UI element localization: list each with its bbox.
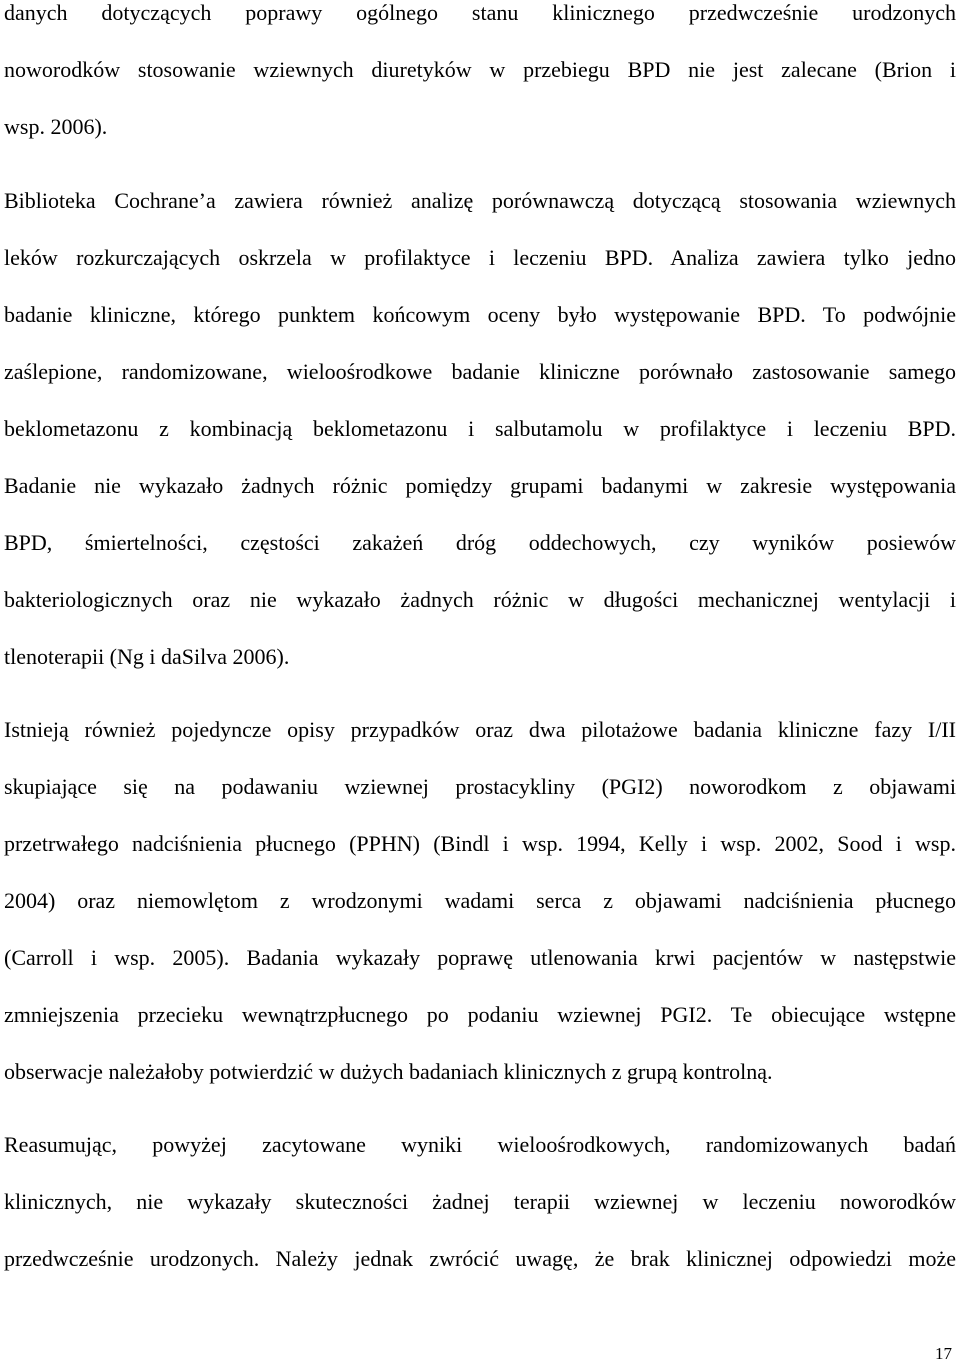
paragraph-4-line-3: przedwcześnie urodzonych. Należy jednak zwrócić uwagę, że brak klinicznej odpowiedzi może	[4, 1246, 956, 1271]
paragraph-2-line-5: beklometazonu z kombinacją beklometazonu i salbutamolu w profilaktyce i leczeniu BPD.	[4, 416, 956, 441]
paragraph-3-line-2: skupiające się na podawaniu wziewnej prostacykliny (PGI2) noworodkom z objawami	[4, 774, 956, 799]
paragraph-2-line-8: bakteriologicznych oraz nie wykazało żadnych różnic w długości mechanicznej wentylacji i	[4, 587, 956, 612]
paragraph-3-line-6: zmniejszenia przecieku wewnątrzpłucnego po podaniu wziewnej PGI2. Te obiecujące wstępne	[4, 1002, 956, 1027]
paragraph-3-line-4: 2004) oraz niemowlętom z wrodzonymi wadami serca z objawami nadciśnienia płucnego	[4, 888, 956, 913]
paragraph-3-line-5: (Carroll i wsp. 2005). Badania wykazały poprawę utlenowania krwi pacjentów w następstwie	[4, 945, 956, 970]
paragraph-2-line-6: Badanie nie wykazało żadnych różnic pomiędzy grupami badanymi w zakresie występowania	[4, 473, 956, 498]
paragraph-1-line-2: noworodków stosowanie wziewnych diuretyków w przebiegu BPD nie jest zalecane (Brion i	[4, 57, 956, 82]
paragraph-4-line-2: klinicznych, nie wykazały skuteczności żadnej terapii wziewnej w leczeniu noworodków	[4, 1189, 956, 1214]
page-number: 17	[935, 1344, 952, 1363]
paragraph-1-line-1: danych dotyczących poprawy ogólnego stanu klinicznego przedwcześnie urodzonych	[4, 0, 956, 25]
paragraph-2-line-2: leków rozkurczających oskrzela w profilaktyce i leczeniu BPD. Analiza zawiera tylko jedno	[4, 245, 956, 270]
paragraph-2-line-3: badanie kliniczne, którego punktem końcowym oceny było występowanie BPD. To podwójnie	[4, 302, 956, 327]
paragraph-2-line-9: tlenoterapii (Ng i daSilva 2006).	[4, 644, 290, 669]
paragraph-2-line-1: Biblioteka Cochrane’a zawiera również analizę porównawczą dotyczącą stosowania wziewnych	[4, 188, 956, 213]
paragraph-2-line-7: BPD, śmiertelności, częstości zakażeń dróg oddechowych, czy wyników posiewów	[4, 530, 956, 555]
paragraph-3-line-3: przetrwałego nadciśnienia płucnego (PPHN) (Bindl i wsp. 1994, Kelly i wsp. 2002, Sood i wsp.	[4, 831, 956, 856]
paragraph-3-line-7: obserwacje należałoby potwierdzić w dużych badaniach klinicznych z grupą kontrolną.	[4, 1059, 773, 1084]
paragraph-3-line-1: Istnieją również pojedyncze opisy przypadków oraz dwa pilotażowe badania kliniczne fazy I/II	[4, 717, 956, 742]
paragraph-1-line-3: wsp. 2006).	[4, 114, 108, 139]
paragraph-2-line-4: zaślepione, randomizowane, wieloośrodkowe badanie kliniczne porównało zastosowanie samego	[4, 359, 956, 384]
paragraph-4-line-1: Reasumując, powyżej zacytowane wyniki wieloośrodkowych, randomizowanych badań	[4, 1132, 956, 1157]
